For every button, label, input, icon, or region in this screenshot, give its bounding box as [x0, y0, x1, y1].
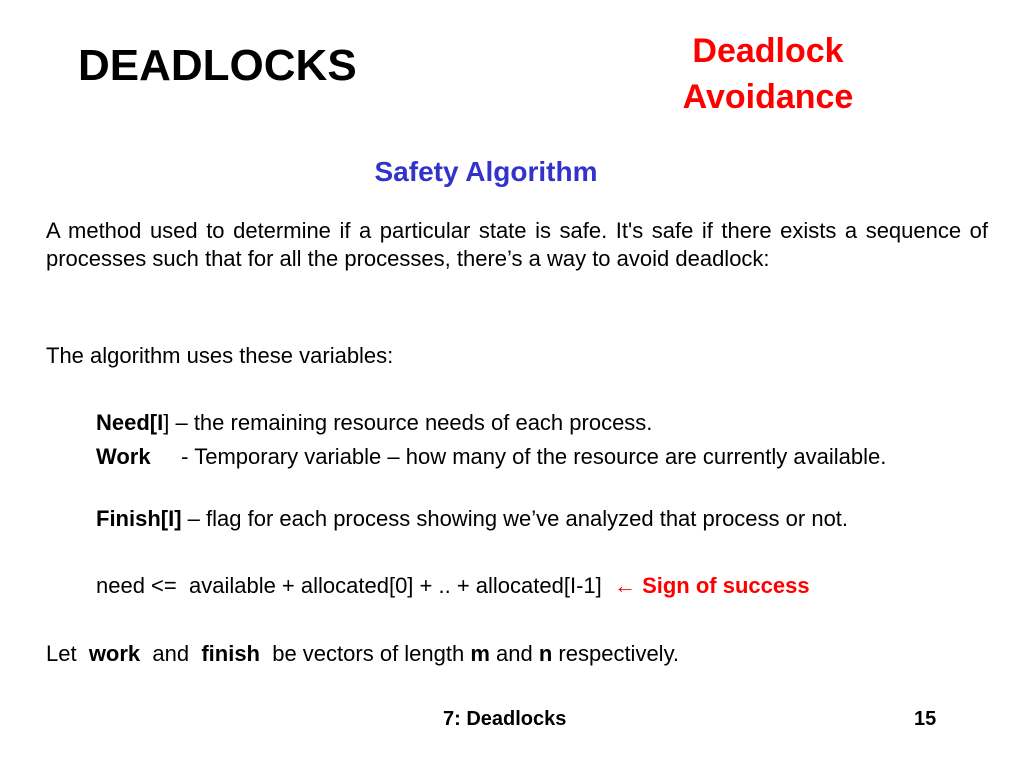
let-text-1: Let — [46, 641, 89, 666]
footer-chapter: 7: Deadlocks — [443, 708, 567, 730]
variables-intro: The algorithm uses these variables: — [46, 343, 394, 368]
left-arrow-icon: ← — [613, 573, 636, 598]
variable-finish-description: – flag for each process showing we’ve analyzed that process or not. — [181, 506, 849, 531]
let-text-3: be vectors of length — [260, 641, 471, 666]
let-m-term: m — [470, 641, 490, 666]
condition-formula: need <= available + allocated[0] + .. + allocated[I-1] — [96, 573, 614, 598]
variable-work-description: - Temporary variable – how many of the resource are currently available. — [150, 444, 887, 469]
variable-finish-term: Finish[I] — [96, 506, 182, 531]
variable-need — [96, 409, 988, 437]
intro-paragraph: A method used to determine if a particular state is safe. It's safe if there exists a sequence of processes such that for all the processes, there’s a way to avoid deadlock: — [46, 218, 988, 271]
let-finish-term: finish — [201, 641, 260, 666]
footer-page-number: 15 — [914, 708, 937, 730]
let-n-term: n — [538, 641, 553, 666]
let-text-4: and — [489, 641, 539, 666]
slide-title: DEADLOCKS — [78, 41, 357, 90]
let-text-5: respectively. — [552, 641, 680, 666]
let-work-term: work — [88, 641, 141, 666]
variable-finish — [96, 505, 988, 533]
section-title-line-1: Deadlock — [692, 32, 844, 70]
variable-work-term: Work — [96, 444, 151, 469]
section-title-line-2: Avoidance — [682, 78, 854, 116]
variable-need-description: ] – the remaining resource needs of each process. — [163, 410, 653, 435]
success-condition — [96, 572, 988, 600]
slide-subtitle: Safety Algorithm — [374, 156, 598, 187]
variable-need-term: Need[I — [96, 410, 164, 435]
let-statement — [46, 640, 988, 668]
section-title — [640, 28, 896, 120]
success-label: Sign of success — [635, 573, 810, 598]
variable-work — [96, 443, 988, 471]
let-text-2: and — [140, 641, 202, 666]
